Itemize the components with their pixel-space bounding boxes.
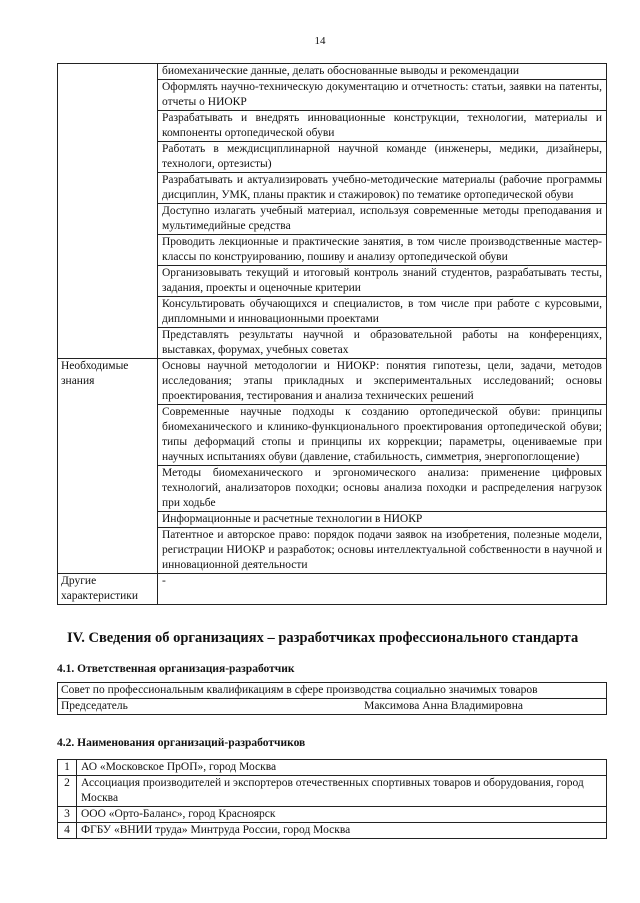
requirement-cell: - [158, 574, 607, 605]
page-number: 14 [314, 35, 326, 47]
requirement-cell: биомеханические данные, делать обоснованные выводы и рекомендации [158, 64, 607, 80]
developer-number: 2 [58, 776, 77, 807]
developers-heading: 4.2. Наименования организаций-разработчиков [57, 737, 306, 749]
requirement-cell: Современные научные подходы к созданию ортопедической обуви: принципы биомеханического и клинико-функционального проектирования ортопедической обуви; типы деформаций стопы и принципы их коррекции; параметры, оцениваемые при научных испытаниях обуви (давление, стабильность, симметрия, энергопоглощение) [158, 405, 607, 466]
skills-table [57, 63, 607, 605]
table-row [58, 574, 607, 605]
requirement-cell: Работать в междисциплинарной научной команде (инженеры, медики, дизайнеры, технологи, ортезисты) [158, 142, 607, 173]
responsible-org-name: Совет по профессиональным квалификациям в сфере производства социально значимых товаров [58, 683, 607, 699]
requirement-cell: Методы биомеханического и эргономического анализа: применение цифровых технологий, анализаторов походки; основы анализа походки и распределения нагрузок при ходьбе [158, 466, 607, 512]
responsible-org-table [57, 682, 607, 715]
requirement-cell: Патентное и авторское право: порядок подачи заявок на изобретения, полезные модели, регистрации НИОКР и разработок; основы интеллектуальной собственности в научной и инновационной деятельности [158, 528, 607, 574]
table-row [58, 823, 607, 839]
requirement-cell: Основы научной методологии и НИОКР: понятия гипотезы, цели, задачи, методов исследования; этапы прикладных и экспериментальных исследований; основы проектирования, тестирования и анализа технических решений [158, 359, 607, 405]
developer-name: ООО «Орто-Баланс», город Красноярск [77, 807, 607, 823]
developer-name: ФГБУ «ВНИИ труда» Минтруда России, город Москва [77, 823, 607, 839]
requirement-cell: Разрабатывать и внедрять инновационные конструкции, технологии, материалы и компоненты ортопедической обуви [158, 111, 607, 142]
table-row [58, 760, 607, 776]
requirement-cell: Информационные и расчетные технологии в НИОКР [158, 512, 607, 528]
responsible-org-heading: 4.1. Ответственная организация-разработчик [57, 663, 295, 675]
developer-name: АО «Московское ПрОП», город Москва [77, 760, 607, 776]
requirement-cell: Представлять результаты научной и образовательной работы на конференциях, выставках, форумах, учебных советах [158, 328, 607, 359]
requirement-cell: Проводить лекционные и практические занятия, в том числе производственные мастер-классы по конструированию, пошиву и анализу ортопедической обуви [158, 235, 607, 266]
table-row [58, 359, 607, 405]
table-row [58, 699, 607, 715]
category-cell: Необходимые знания [58, 359, 158, 574]
requirement-cell: Разрабатывать и актуализировать учебно-методические материалы (рабочие программы дисциплин, УМК, планы практик и стажировок) по тематике ортопедической обуви [158, 173, 607, 204]
requirement-cell: Организовывать текущий и итоговый контроль знаний студентов, разрабатывать тесты, задания, проекты и оценочные критерии [158, 266, 607, 297]
table-row [58, 807, 607, 823]
table-row [58, 64, 607, 80]
requirement-cell: Консультировать обучающихся и специалистов, в том числе при работе с курсовыми, дипломными и инновационными проектами [158, 297, 607, 328]
category-cell [58, 64, 158, 359]
signatory-row [61, 699, 603, 714]
section-title: IV. Сведения об организациях – разработчиках профессионального стандарта [67, 630, 579, 646]
signatory-name: Максимова Анна Владимировна [364, 700, 523, 712]
developer-number: 4 [58, 823, 77, 839]
table-row [58, 776, 607, 807]
developers-table [57, 759, 607, 839]
requirement-cell: Оформлять научно-техническую документацию и отчетность: статьи, заявки на патенты, отчеты о НИОКР [158, 80, 607, 111]
table-row [58, 683, 607, 699]
requirement-cell: Доступно излагать учебный материал, используя современные методы преподавания и мультимедийные средства [158, 204, 607, 235]
category-cell: Другие характеристики [58, 574, 158, 605]
developer-number: 3 [58, 807, 77, 823]
signatory-position: Председатель [61, 700, 128, 712]
developer-number: 1 [58, 760, 77, 776]
developer-name: Ассоциация производителей и экспортеров отечественных спортивных товаров и оборудования, город Москва [77, 776, 607, 807]
